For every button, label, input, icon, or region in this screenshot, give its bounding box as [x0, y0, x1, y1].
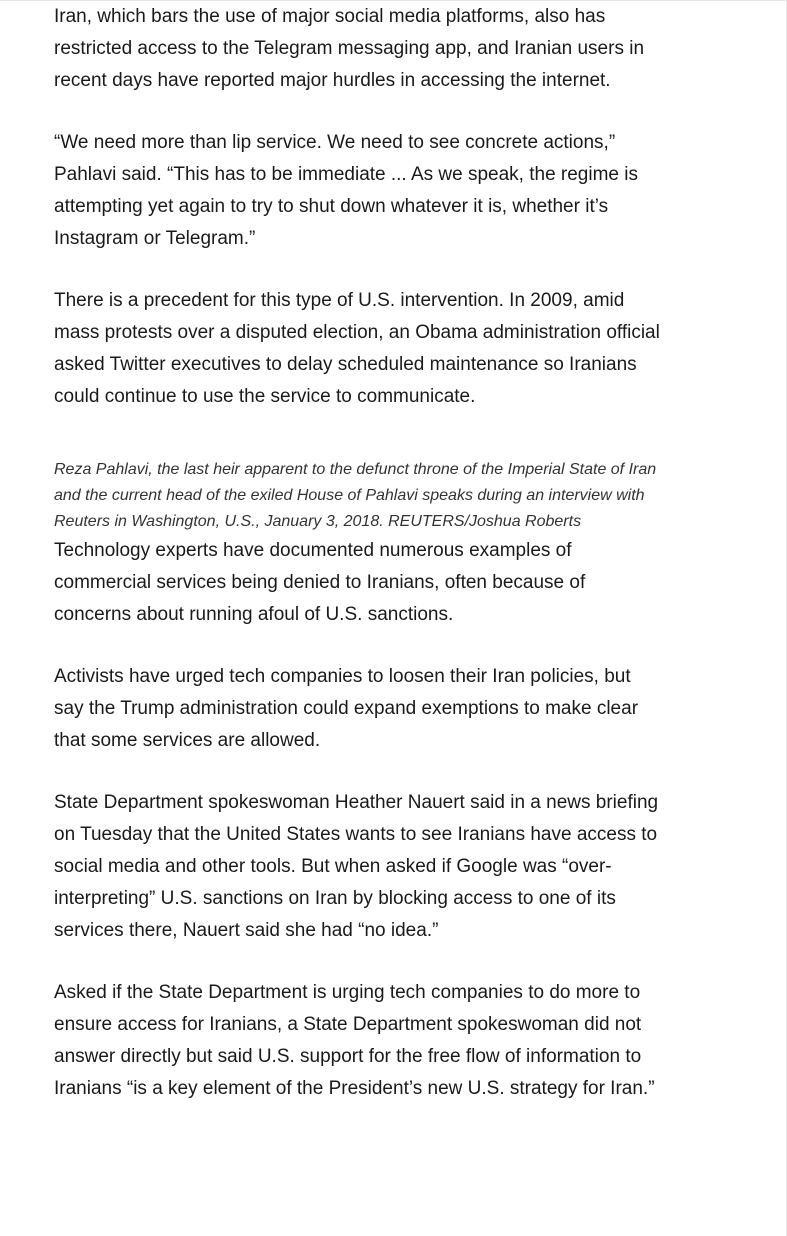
- article-paragraph: “We need more than lip service. We need to see concrete actions,” Pahlavi said. “This has to be immediate ... As we speak, the regime is attempting yet again to try to shut down whatever it is, whether it’s Instagram or Telegram.”: [54, 132, 638, 249]
- article-paragraph: Technology experts have documented numerous examples of commercial services being denied to Iranians, often because of concerns about running afoul of U.S. sanctions.: [54, 540, 586, 625]
- article-paragraph: Activists have urged tech companies to loosen their Iran policies, but say the Trump administration could expand exemptions to make clear that some services are allowed.: [54, 666, 639, 751]
- article-body: [54, 1, 664, 1135]
- article-paragraph: Asked if the State Department is urging tech companies to do more to ensure access for Iranians, a State Department spokeswoman did not answer directly but said U.S. support for the free flow of information to Iranians “is a key element of the President’s new U.S. strategy for Iran.”: [54, 982, 655, 1099]
- photo-caption: Reza Pahlavi, the last heir apparent to the defunct throne of the Imperial State of Iran and the current head of the exiled House of Pahlavi speaks during an interview with Reuters in Washington, U.S., January 3, 2018. REUTERS/Joshua Roberts: [54, 461, 657, 530]
- article-paragraph: There is a precedent for this type of U.S. intervention. In 2009, amid mass protests over a disputed election, an Obama administration official asked Twitter executives to delay scheduled maintenance so Iranians could continue to use the service to communicate.: [54, 290, 660, 407]
- article-paragraph: State Department spokeswoman Heather Nauert said in a news briefing on Tuesday that the United States wants to see Iranians have access to social media and other tools. But when asked if Google was “over-interpreting” U.S. sanctions on Iran by blocking access to one of its services there, Nauert said she had “no idea.”: [54, 792, 659, 941]
- article-paragraph: Iran, which bars the use of major social media platforms, also has restricted access to the Telegram messaging app, and Iranian users in recent days have reported major hurdles in accessing the internet.: [54, 6, 645, 91]
